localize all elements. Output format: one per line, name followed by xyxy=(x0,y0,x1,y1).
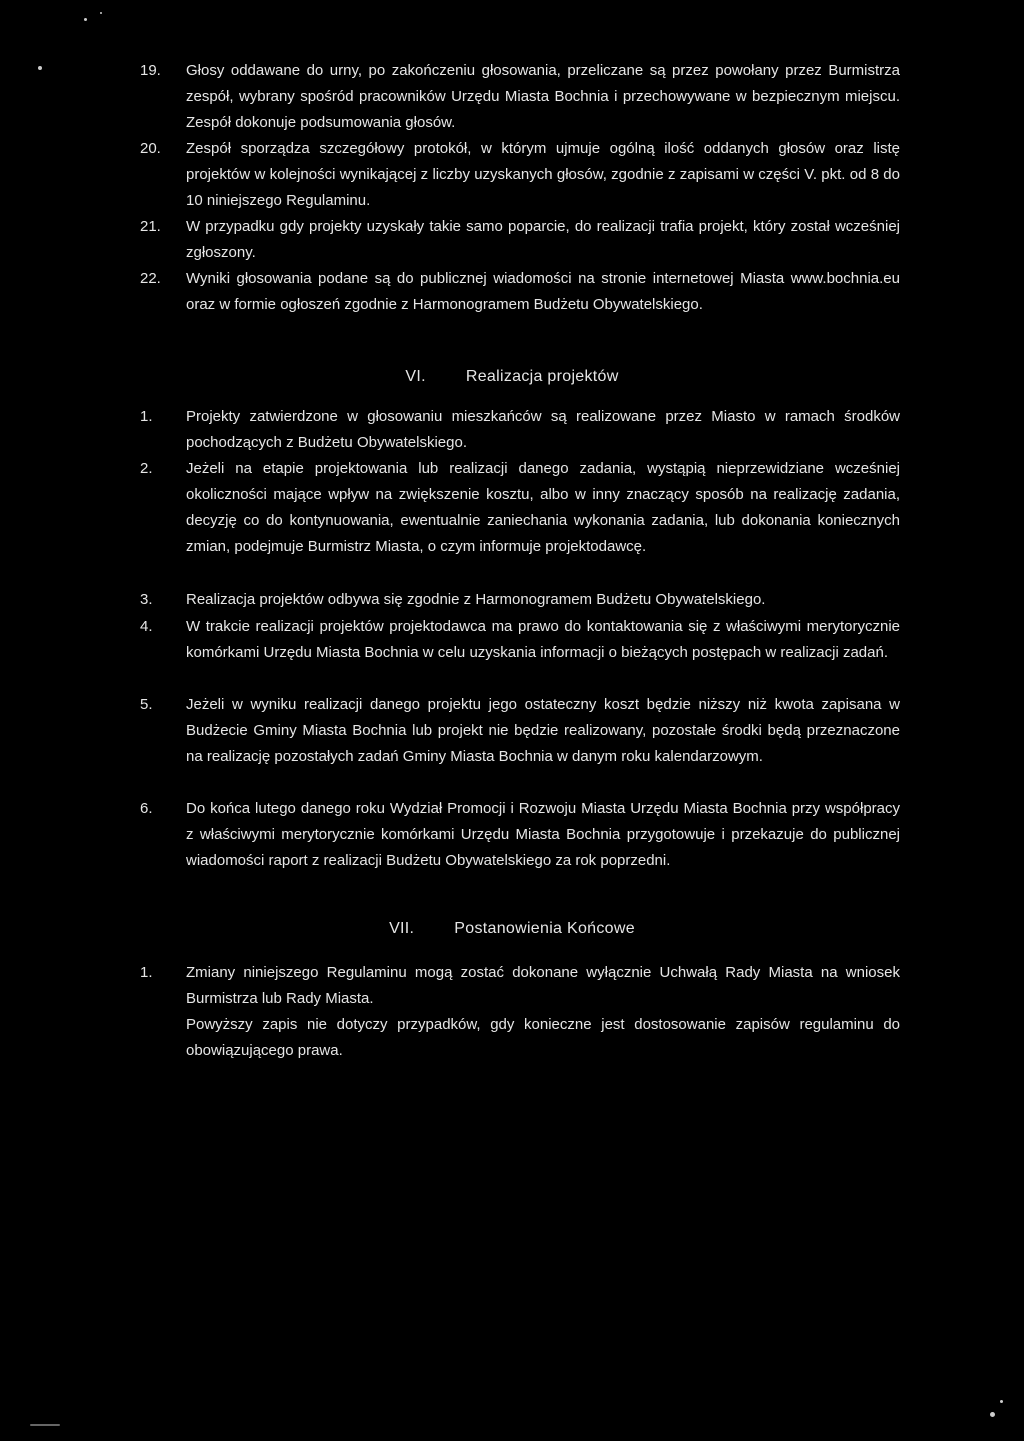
item-text: W trakcie realizacji projektów projektodawca ma prawo do kontaktowania się z właściwymi merytorycznie komórkami Urzędu Miasta Bochnia w celu uzyskania informacji o bieżących postępach w realizacji zadań. xyxy=(186,618,900,661)
item-number: 20. xyxy=(140,140,161,157)
section-number: VI. xyxy=(405,368,426,385)
item-text: Głosy oddawane do urny, po zakończeniu głosowania, przeliczane są przez powołany przez Burmistrza zespół, wybrany spośród pracowników Urzędu Miasta Bochnia i przechowywane w bezpiecznym miejscu. Zespół dokonuje podsumowania głosów. xyxy=(186,62,900,131)
section-number: VII. xyxy=(389,920,415,937)
item-number: 4. xyxy=(140,618,153,635)
item-text: Zmiany niniejszego Regulaminu mogą zostać dokonane wyłącznie Uchwałą Rady Miasta na wniosek Burmistrza lub Rady Miasta. xyxy=(186,964,900,1007)
item-number: 19. xyxy=(140,62,161,79)
item-text: Wyniki głosowania podane są do publicznej wiadomości na stronie internetowej Miasta www.bochnia.eu oraz w formie ogłoszeń zgodnie z Harmonogramem Budżetu Obywatelskiego. xyxy=(186,270,900,313)
list-item-vi-2 xyxy=(140,456,900,560)
section-title: Postanowienia Końcowe xyxy=(454,920,635,937)
item-number: 5. xyxy=(140,696,153,713)
section-heading-vi xyxy=(0,364,1024,390)
list-item-20 xyxy=(140,136,900,214)
item-text: Jeżeli na etapie projektowania lub realizacji danego zadania, wystąpią nieprzewidziane wcześniej okoliczności mające wpływ na zwiększenie kosztu, albo w inny znaczący sposób na realizację zadania, decyzję co do kontynuowania, ewentualnie zaniechania wykonania zadania, lub dokonania koniecznych zmian, podejmuje Burmistrz Miasta, o czym informuje projektodawcę. xyxy=(186,460,900,555)
list-item-vi-4 xyxy=(140,614,900,666)
list-item-vi-3 xyxy=(140,587,900,613)
closing-paragraph: Powyższy zapis nie dotyczy przypadków, gdy konieczne jest dostosowanie zapisów regulaminu do obowiązującego prawa. xyxy=(186,1016,900,1059)
item-text: Do końca lutego danego roku Wydział Promocji i Rozwoju Miasta Urzędu Miasta Bochnia przy współpracy z właściwymi merytorycznie komórkami Urzędu Miasta Bochnia przygotowuje i przekazuje do publicznej wiadomości raport z realizacji Budżetu Obywatelskiego za rok poprzedni. xyxy=(186,800,900,869)
item-text: Projekty zatwierdzone w głosowaniu mieszkańców są realizowane przez Miasto w ramach środków pochodzących z Budżetu Obywatelskiego. xyxy=(186,408,900,451)
item-number: 3. xyxy=(140,591,153,608)
item-text: Jeżeli w wyniku realizacji danego projektu jego ostateczny koszt będzie niższy niż kwota zapisana w Budżecie Gminy Miasta Bochnia lub projekt nie będzie realizowany, pozostałe środki będą przeznaczone na realizację pozostałych zadań Gminy Miasta Bochnia w danym roku kalendarzowym. xyxy=(186,696,900,765)
scan-speck xyxy=(990,1412,995,1417)
list-item-19 xyxy=(140,58,900,136)
section-title: Realizacja projektów xyxy=(465,368,619,385)
item-number: 21. xyxy=(140,218,161,235)
scan-speck xyxy=(30,1424,60,1426)
item-number: 2. xyxy=(140,460,153,477)
list-item-21 xyxy=(140,214,900,266)
scan-speck xyxy=(84,18,87,21)
list-item-vi-6 xyxy=(140,796,900,874)
section-heading-vii xyxy=(0,916,1024,942)
list-item-vii-1 xyxy=(140,960,900,1012)
item-text: Zespół sporządza szczegółowy protokół, w którym ujmuje ogólną ilość oddanych głosów oraz listę projektów w kolejności wynikającej z liczby uzyskanych głosów, zgodnie z zapisami w części V. pkt. od 8 do 10 niniejszego Regulaminu. xyxy=(186,140,900,209)
item-number: 1. xyxy=(140,408,153,425)
list-item-22 xyxy=(140,266,900,318)
scan-speck xyxy=(38,66,42,70)
list-item-vi-5 xyxy=(140,692,900,770)
item-number: 6. xyxy=(140,800,153,817)
item-number: 1. xyxy=(140,964,153,981)
scan-speck xyxy=(100,12,102,14)
item-number: 22. xyxy=(140,270,161,287)
scan-speck xyxy=(1000,1400,1003,1403)
item-text: W przypadku gdy projekty uzyskały takie samo poparcie, do realizacji trafia projekt, który został wcześniej zgłoszony. xyxy=(186,218,900,261)
item-text: Realizacja projektów odbywa się zgodnie z Harmonogramem Budżetu Obywatelskiego. xyxy=(186,591,766,608)
list-item-vi-1 xyxy=(140,404,900,456)
